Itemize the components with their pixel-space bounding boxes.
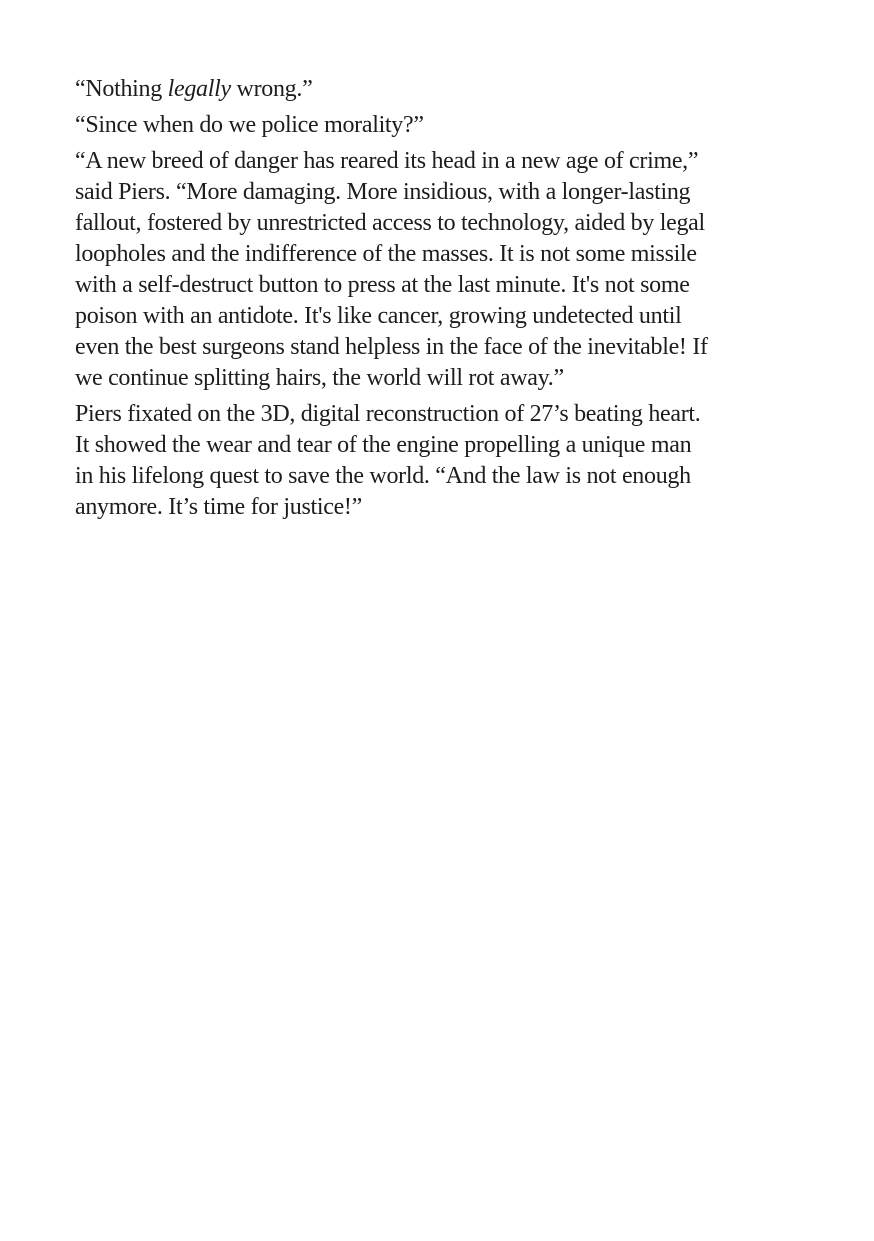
plain-text: “Nothing <box>75 76 168 102</box>
text-line: anymore. It’s time for justice!” <box>75 494 362 520</box>
text-line: said Piers. “More damaging. More insidious, with a longer-lasting <box>75 179 691 205</box>
text-line: Piers fixated on the 3D, digital reconstruction of 27’s beating heart. <box>75 401 701 427</box>
text-line: we continue splitting hairs, the world will rot away.” <box>75 365 564 391</box>
paragraph-4 <box>75 399 815 523</box>
text-line <box>75 74 815 105</box>
text-line: It showed the wear and tear of the engine propelling a unique man <box>75 432 692 458</box>
text-line: with a self-destruct button to press at the last minute. It's not some <box>75 272 690 298</box>
text-block <box>75 74 815 523</box>
paragraph-1 <box>75 74 815 105</box>
text-line: loopholes and the indifference of the masses. It is not some missile <box>75 241 697 267</box>
text-line: poison with an antidote. It's like cancer, growing undetected until <box>75 303 682 329</box>
paragraph-3 <box>75 146 815 394</box>
plain-text: wrong.” <box>230 76 313 102</box>
text-line: in his lifelong quest to save the world. “And the law is not enough <box>75 463 691 489</box>
text-line: “Since when do we police morality?” <box>75 112 424 138</box>
italic-text: legally <box>167 76 231 102</box>
text-line: even the best surgeons stand helpless in the face of the inevitable! If <box>75 334 708 360</box>
paragraph-2 <box>75 110 815 141</box>
text-line: fallout, fostered by unrestricted access to technology, aided by legal <box>75 210 705 236</box>
text-line: “A new breed of danger has reared its head in a new age of crime,” <box>75 148 699 174</box>
